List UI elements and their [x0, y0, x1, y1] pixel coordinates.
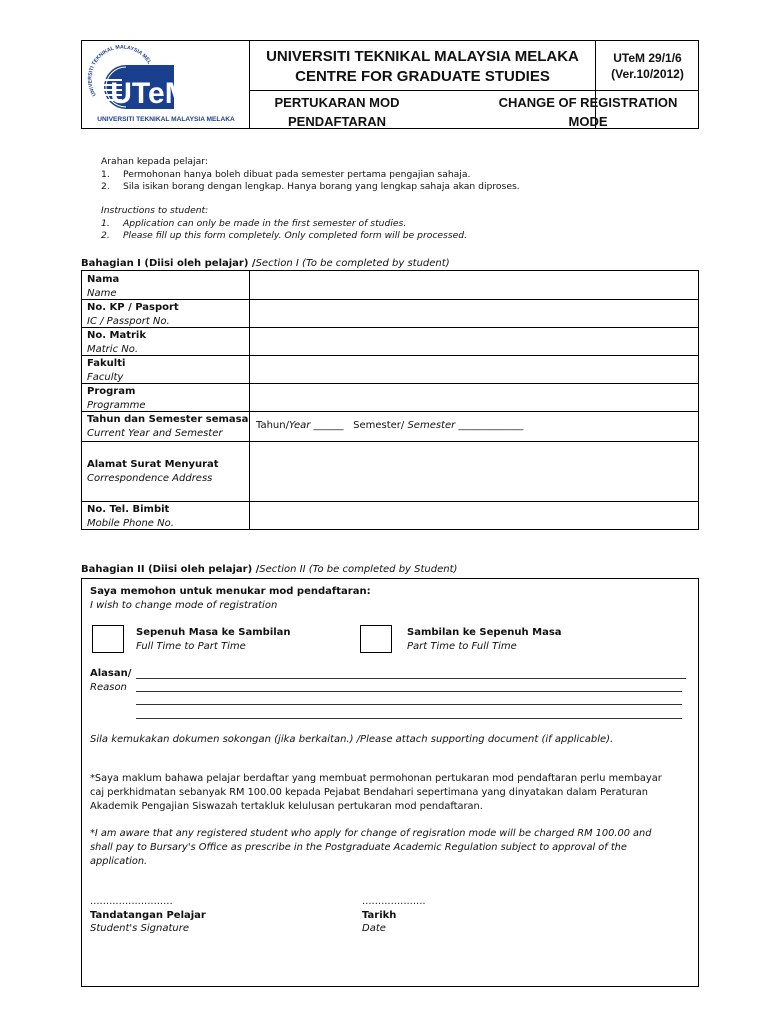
reason-line-1[interactable] [136, 678, 686, 679]
year-semester-field[interactable]: Tahun/Year ______ Semester/ Semester _____________ [256, 420, 524, 431]
svg-text:UTeM: UTeM [110, 77, 190, 110]
list-item: Permohonan hanya boleh dibuat pada semester pertama pengajian sahaja. [123, 168, 471, 180]
title-en-line1: CHANGE OF REGISTRATION [498, 95, 678, 110]
request-text: Saya memohon untuk menukar mod pendaftaran: I wish to change mode of registration [90, 586, 371, 611]
fulltime-to-parttime-checkbox[interactable] [92, 625, 124, 653]
field-year-semester-label: Tahun dan Semester semasa Current Year and Semester [87, 414, 249, 439]
section1-heading [81, 258, 450, 269]
list-item: Sila isikan borang dengan lengkap. Hanya borang yang lengkap sahaja akan diproses. [123, 181, 520, 192]
list-num: 2. [101, 230, 110, 241]
field-phone-label: No. Tel. Bimbit Mobile Phone No. [87, 504, 174, 529]
title-ms-line1: PERTUKARAN MOD [274, 95, 400, 110]
student-details-table [81, 270, 699, 530]
list-num: 2. [101, 181, 110, 192]
change-mode-box [81, 578, 699, 987]
reason-line-2[interactable] [136, 691, 682, 692]
title-ms-line2: PENDAFTARAN [288, 114, 386, 129]
instructions-en-heading: Instructions to student: [101, 205, 209, 216]
reason-line-3[interactable] [136, 704, 682, 705]
doc-version: (Ver.10/2012) [611, 67, 684, 81]
list-item: Application can only be made in the first semester of studies. [123, 217, 407, 229]
university-name: UNIVERSITI TEKNIKAL MALAYSIA MELAKA [266, 48, 579, 65]
instructions-ms-heading: Arahan kepada pelajar: [101, 156, 208, 167]
logo-caption: UNIVERSITI TEKNIKAL MALAYSIA MELAKA [97, 116, 235, 123]
centre-name: CENTRE FOR GRADUATE STUDIES [295, 68, 550, 85]
list-item: Please fill up this form completely. Only completed form will be processed. [123, 230, 468, 241]
doc-code: UTeM 29/1/6 [613, 51, 682, 65]
section1-heading-ms: Bahagian I (Diisi oleh pelajar) / [81, 258, 256, 269]
section2-heading-ms: Bahagian II (Diisi oleh pelajar) / [81, 564, 260, 575]
utem-logo [86, 45, 246, 125]
aware-note-ms: *Saya maklum bahawa pelajar berdaftar yang membuat permohonan pertukaran mod pendaftaran perlu membayar caj perkhidmatan sebanyak RM 100.00 kepada Pejabat Bendahari sepertimana yang dinyatakan dalam Peraturan Akademik Pengajian Siswazah tertakluk kelulusan pertukaran mod pendaftaran. [90, 773, 662, 812]
section1-heading-en: Section I (To be completed by student) [255, 258, 450, 269]
reason-line-4[interactable] [136, 718, 682, 719]
field-ic-label: No. KP / Pasport IC / Passport No. [87, 302, 179, 327]
option1-label: Sepenuh Masa ke Sambilan Full Time to Part Time [136, 627, 291, 652]
attach-note: Sila kemukakan dokumen sokongan (jika berkaitan.) /Please attach supporting document (if applicable). [90, 734, 614, 745]
signature-block[interactable]: .......................... Tandatangan Pelajar Student's Signature [90, 896, 206, 934]
reason-label: Alasan/ Reason [90, 668, 132, 693]
field-matric-label: No. Matrik Matric No. [87, 330, 147, 355]
date-block[interactable]: .................... Tarikh Date [362, 896, 426, 934]
section2-heading [81, 564, 457, 575]
list-num: 1. [101, 217, 110, 229]
aware-note-en: *I am aware that any registered student who apply for change of regisration mode will be charged RM 100.00 and shall pay to Bursary's Office as prescribe in the Postgraduate Academic Regulation subject to approval of the application. [90, 828, 652, 867]
title-en-line2: MODE [568, 114, 608, 129]
instructions-ms [101, 156, 701, 194]
field-address-label: Alamat Surat Menyurat Correspondence Address [87, 459, 219, 484]
field-name-label: Nama Name [87, 274, 120, 299]
field-faculty-label: Fakulti Faculty [87, 358, 126, 383]
section2-heading-en: Section II (To be completed by Student) [259, 564, 458, 575]
form-header [81, 40, 699, 129]
svg-text:UNIVERSITI TEKNIKAL MALAYSIA M: UNIVERSITI TEKNIKAL MALAYSIA MEL [87, 45, 153, 97]
list-num: 1. [101, 168, 110, 180]
field-programme-label: Program Programme [87, 386, 146, 411]
instructions-en [101, 205, 701, 243]
utem-logo-icon [86, 45, 246, 125]
parttime-to-fulltime-checkbox[interactable] [360, 625, 392, 653]
option2-label: Sambilan ke Sepenuh Masa Part Time to Full Time [407, 627, 562, 652]
